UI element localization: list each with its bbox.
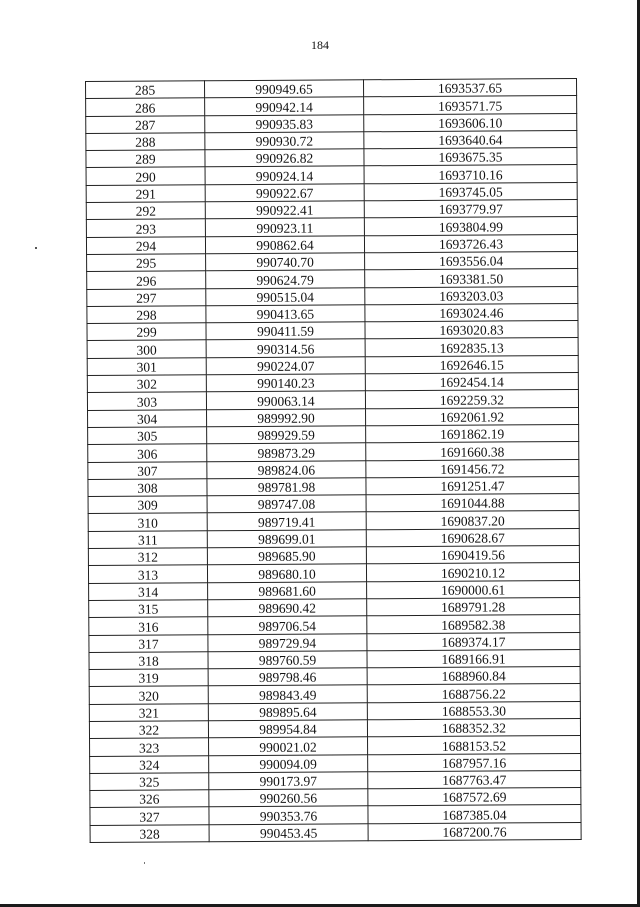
y-coordinate-cell: 1693640.64 [364,130,577,149]
point-number-cell: 289 [86,150,205,168]
y-coordinate-cell: 1687385.04 [368,805,581,824]
point-number-cell: 328 [90,825,209,843]
point-number-cell: 325 [90,773,209,791]
x-coordinate-cell: 989699.01 [207,530,366,548]
y-coordinate-cell: 1691456.72 [366,459,579,478]
y-coordinate-cell: 1687957.16 [368,753,581,772]
point-number-cell: 305 [88,427,207,445]
page-number: 184 [311,38,329,52]
x-coordinate-cell: 989681.60 [208,581,367,599]
point-number-cell: 320 [89,686,208,704]
point-number-cell: 315 [89,600,208,618]
point-number-cell: 317 [89,634,208,652]
y-coordinate-cell: 1687763.47 [368,770,581,789]
y-coordinate-cell: 1693537.65 [363,78,576,97]
y-coordinate-cell: 1689582.38 [367,615,580,634]
point-number-cell: 287 [86,115,205,133]
x-coordinate-cell: 990740.70 [206,253,365,271]
x-coordinate-cell: 990624.79 [206,270,365,288]
point-number-cell: 324 [90,755,209,773]
x-coordinate-cell: 990942.14 [205,97,364,115]
x-coordinate-cell: 990411.59 [206,322,365,340]
table-row [90,822,581,842]
x-coordinate-cell: 990140.23 [206,374,365,392]
x-coordinate-cell: 990173.97 [209,772,368,790]
y-coordinate-cell: 1688756.22 [367,684,580,703]
y-coordinate-cell: 1693571.75 [364,96,577,115]
y-coordinate-cell: 1687572.69 [368,788,581,807]
x-coordinate-cell: 990314.56 [206,339,365,357]
x-coordinate-cell: 990922.41 [205,201,364,219]
point-number-cell: 322 [89,721,208,739]
point-number-cell: 295 [87,254,206,272]
x-coordinate-cell: 989843.49 [208,685,367,703]
y-coordinate-cell: 1693203.03 [365,286,578,305]
coordinates-table-body [86,78,582,842]
x-coordinate-cell: 990063.14 [206,391,365,409]
x-coordinate-cell: 989685.90 [207,547,366,565]
y-coordinate-cell: 1693779.97 [364,200,577,219]
coordinates-table [85,78,582,843]
point-number-cell: 326 [90,790,209,808]
point-number-cell: 323 [90,738,209,756]
point-number-cell: 314 [89,582,208,600]
y-coordinate-cell: 1693556.04 [365,251,578,270]
point-number-cell: 303 [87,392,206,410]
point-number-cell: 313 [88,565,207,583]
y-coordinate-cell: 1690419.56 [366,546,579,565]
point-number-cell: 307 [88,461,207,479]
y-coordinate-cell: 1692454.14 [365,373,578,392]
point-number-cell: 304 [88,409,207,427]
x-coordinate-cell: 990021.02 [209,737,368,755]
y-coordinate-cell: 1690628.67 [366,528,579,547]
x-coordinate-cell: 990413.65 [206,305,365,323]
y-coordinate-cell: 1693381.50 [365,269,578,288]
x-coordinate-cell: 989895.64 [208,702,367,720]
x-coordinate-cell: 990515.04 [206,287,365,305]
point-number-cell: 298 [87,306,206,324]
x-coordinate-cell: 989680.10 [207,564,366,582]
x-coordinate-cell: 990453.45 [209,824,368,842]
point-number-cell: 316 [89,617,208,635]
x-coordinate-cell: 990862.64 [205,235,364,253]
x-coordinate-cell: 990922.67 [205,184,364,202]
y-coordinate-cell: 1690000.61 [367,580,580,599]
y-coordinate-cell: 1693710.16 [364,165,577,184]
y-coordinate-cell: 1688153.52 [368,736,581,755]
y-coordinate-cell: 1689166.91 [367,649,580,668]
point-number-cell: 296 [87,271,206,289]
point-number-cell: 312 [88,548,207,566]
y-coordinate-cell: 1691251.47 [366,476,579,495]
y-coordinate-cell: 1687200.76 [368,822,581,841]
point-number-cell: 292 [86,202,205,220]
y-coordinate-cell: 1693745.05 [364,182,577,201]
point-number-cell: 327 [90,807,209,825]
y-coordinate-cell: 1693675.35 [364,148,577,167]
x-coordinate-cell: 990224.07 [206,357,365,375]
point-number-cell: 308 [88,479,207,497]
x-coordinate-cell: 990353.76 [209,806,368,824]
point-number-cell: 310 [88,513,207,531]
y-coordinate-cell: 1692259.32 [365,390,578,409]
point-number-cell: 306 [88,444,207,462]
point-number-cell: 293 [86,219,205,237]
coordinates-table-wrapper [85,78,580,843]
point-number-cell: 291 [86,185,205,203]
point-number-cell: 301 [87,358,206,376]
x-coordinate-cell: 989798.46 [208,668,367,686]
point-number-cell: 290 [86,167,205,185]
y-coordinate-cell: 1691660.38 [366,442,579,461]
y-coordinate-cell: 1691862.19 [366,424,579,443]
x-coordinate-cell: 989873.29 [207,443,366,461]
x-coordinate-cell: 989719.41 [207,512,366,530]
y-coordinate-cell: 1690837.20 [366,511,579,530]
x-coordinate-cell: 990926.82 [205,149,364,167]
y-coordinate-cell: 1688553.30 [367,701,580,720]
x-coordinate-cell: 989929.59 [207,426,366,444]
x-coordinate-cell: 989747.08 [207,495,366,513]
point-number-cell: 319 [89,669,208,687]
y-coordinate-cell: 1692835.13 [365,338,578,357]
x-coordinate-cell: 990949.65 [205,80,364,98]
y-coordinate-cell: 1693804.99 [364,217,577,236]
y-coordinate-cell: 1693020.83 [365,321,578,340]
point-number-cell: 318 [89,652,208,670]
x-coordinate-cell: 990935.83 [205,114,364,132]
x-coordinate-cell: 990094.09 [209,754,368,772]
y-coordinate-cell: 1693024.46 [365,303,578,322]
y-coordinate-cell: 1689374.17 [367,632,580,651]
y-coordinate-cell: 1689791.28 [367,597,580,616]
x-coordinate-cell: 989690.42 [208,599,367,617]
point-number-cell: 302 [87,375,206,393]
y-coordinate-cell: 1688352.32 [367,718,580,737]
x-coordinate-cell: 990924.14 [205,166,364,184]
x-coordinate-cell: 989760.59 [208,651,367,669]
point-number-cell: 297 [87,288,206,306]
point-number-cell: 299 [87,323,206,341]
point-number-cell: 294 [86,236,205,254]
x-coordinate-cell: 989729.94 [208,633,367,651]
point-number-cell: 285 [86,81,205,99]
y-coordinate-cell: 1691044.88 [366,494,579,513]
x-coordinate-cell: 989781.98 [207,478,366,496]
point-number-cell: 286 [86,98,205,116]
x-coordinate-cell: 989954.84 [208,720,367,738]
x-coordinate-cell: 990923.11 [205,218,364,236]
x-coordinate-cell: 990930.72 [205,132,364,150]
x-coordinate-cell: 989992.90 [207,408,366,426]
point-number-cell: 321 [89,703,208,721]
point-number-cell: 288 [86,133,205,151]
y-coordinate-cell: 1692061.92 [366,407,579,426]
point-number-cell: 300 [87,340,206,358]
y-coordinate-cell: 1693726.43 [364,234,577,253]
x-coordinate-cell: 989706.54 [208,616,367,634]
point-number-cell: 309 [88,496,207,514]
y-coordinate-cell: 1692646.15 [365,355,578,374]
scan-speck [35,247,37,249]
scan-speck [144,862,145,864]
point-number-cell: 311 [88,530,207,548]
x-coordinate-cell: 989824.06 [207,460,366,478]
x-coordinate-cell: 990260.56 [209,789,368,807]
y-coordinate-cell: 1688960.84 [367,667,580,686]
y-coordinate-cell: 1690210.12 [366,563,579,582]
y-coordinate-cell: 1693606.10 [364,113,577,132]
